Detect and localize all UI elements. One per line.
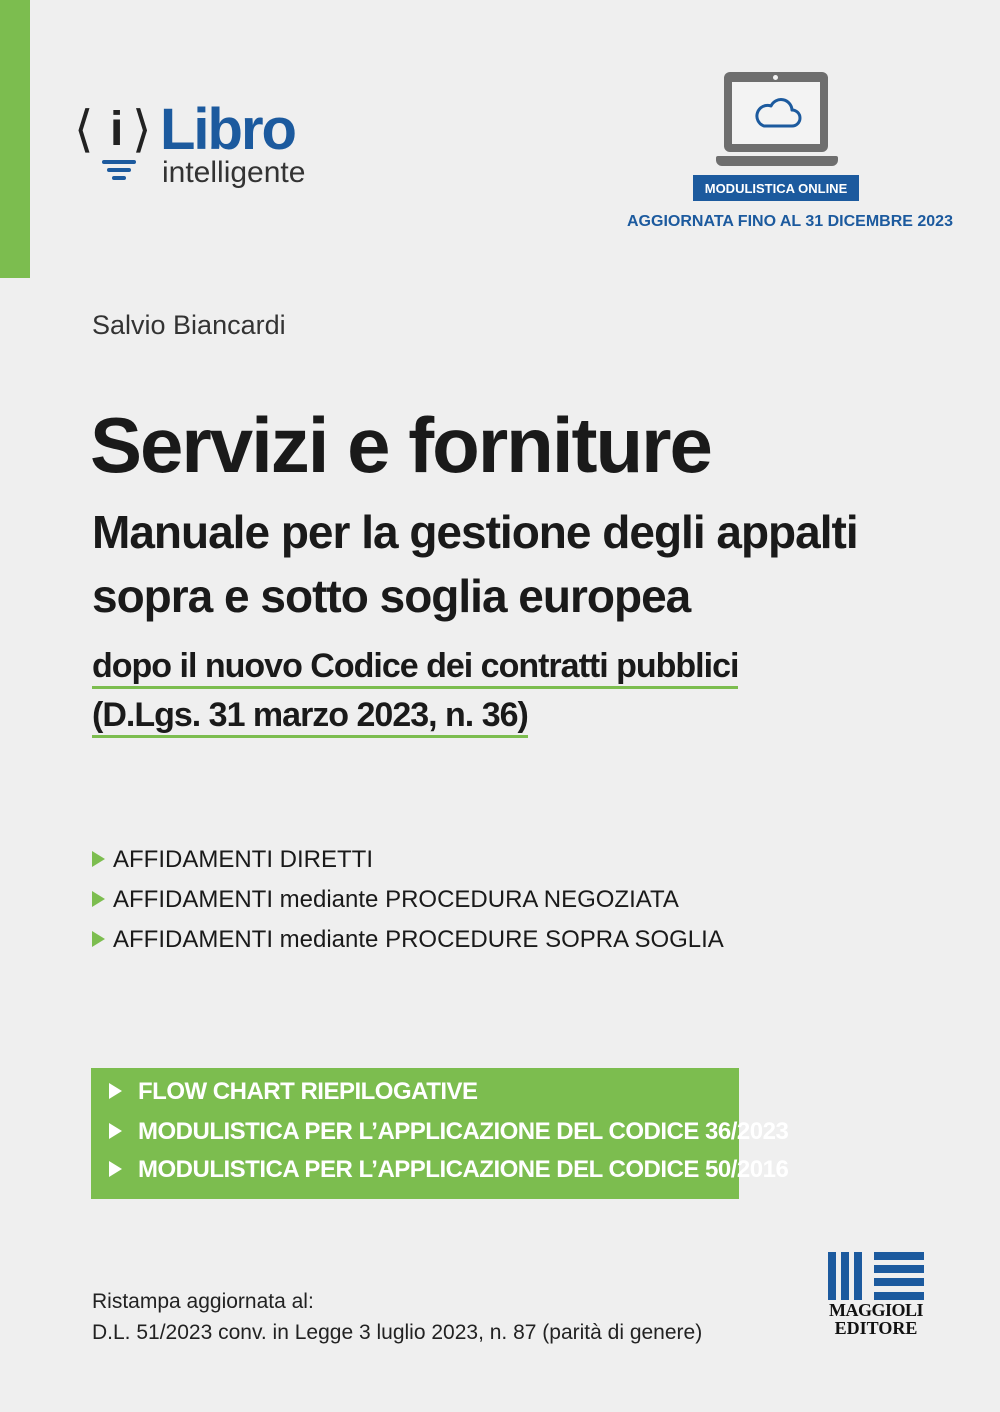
online-forms-badge: MODULISTICA ONLINE [693,175,859,201]
triangle-bullet-icon [92,891,105,907]
publisher-label: EDITORE [834,1318,918,1338]
code-reference [92,646,738,738]
feature-item: FLOW CHART RIEPILOGATIVE [109,1078,478,1106]
list-item: AFFIDAMENTI DIRETTI [92,842,724,882]
feature-item: MODULISTICA PER L’APPLICAZIONE DEL CODICE 36/2023 [109,1118,788,1146]
subtitle-line: sopra e sotto soglia europea [92,570,691,622]
triangle-bullet-icon [92,931,105,947]
book-title: Servizi e forniture [90,401,711,489]
play-triangle-icon [109,1123,122,1139]
subtitle-line: Manuale per la gestione degli appalti [92,506,858,558]
laptop-cloud-icon [716,72,838,172]
logo-word: Libro [160,97,295,162]
logo-bracket-left: ⟨ [74,100,94,158]
reprint-line: Ristampa aggiornata al: [92,1290,314,1313]
publisher-name: MAGGIOLI [828,1300,923,1320]
libro-intelligente-logo [74,98,314,198]
author-name: Salvio Biancardi [92,310,286,340]
reprint-line: D.L. 51/2023 conv. in Legge 3 luglio 2023, n. 87 (parità di genere) [92,1321,703,1344]
lightbulb-base-icon [102,160,136,184]
logo-letter-i: i [110,103,124,156]
maggioli-mark-icon [828,1252,924,1300]
logo-subtitle: intelligente [162,156,306,189]
logo-bracket-right: ⟩ [132,100,152,158]
book-subtitle [92,500,858,628]
play-triangle-icon [109,1161,122,1177]
code-line: dopo il nuovo Codice dei contratti pubblici [92,646,738,689]
feature-item: MODULISTICA PER L’APPLICAZIONE DEL CODICE 50/2016 [109,1156,788,1184]
maggioli-editore-logo [826,1252,926,1342]
code-line: (D.Lgs. 31 marzo 2023, n. 36) [92,695,528,738]
topic-list [92,842,724,962]
updated-until-label: AGGIORNATA FINO AL 31 DICEMBRE 2023 [627,213,953,230]
play-triangle-icon [109,1083,122,1099]
features-box [91,1068,789,1199]
cloud-icon [752,92,802,132]
list-item: AFFIDAMENTI mediante PROCEDURA NEGOZIATA [92,882,724,922]
green-accent-bar [0,0,30,278]
reprint-note [92,1286,702,1348]
triangle-bullet-icon [92,851,105,867]
list-item: AFFIDAMENTI mediante PROCEDURE SOPRA SOGLIA [92,922,724,962]
